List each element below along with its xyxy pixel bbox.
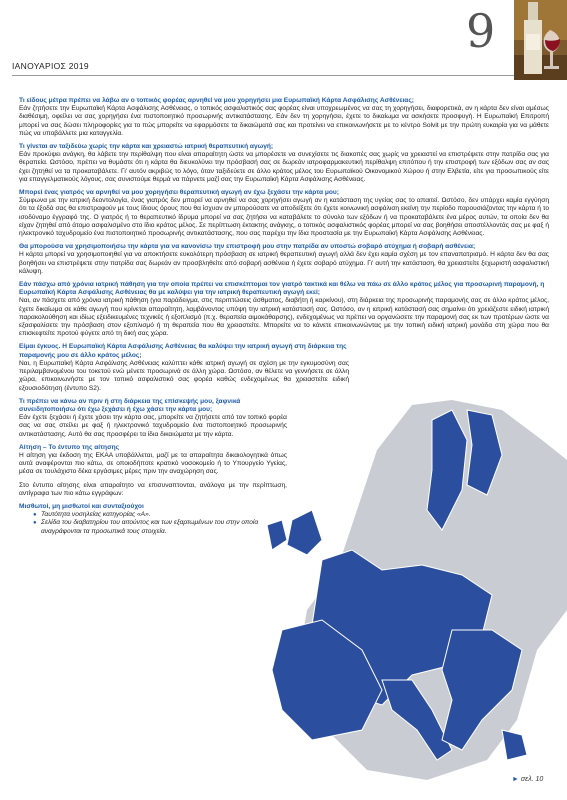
section-text: Εάν προκύψει ανάγκη, θα λάβετε την περίθαλψη που είναι απαραίτητη ώστε να μπορέσετε να συνεχίσετε τις διακοπές σας χωρίς να χρειαστεί να επιστρέψετε στην πατρίδα σας για θεραπεία. Ωστόσο, πρέπει να θυμάστε ότι η κάρτα θα διευκολύνει την πρόσβασή σας σε δωρεάν ιατροφαρμακευτική περίθαλψη επιτόπου ή την επιστροφή των εξόδων σας αν σας έχει ζητηθεί να τα προκαταβάλετε. Γι' αυτόν ακριβώς το λόγο, όταν ταξιδεύετε σε άλλο κράτος μέλος του Ευρωπαϊκού Οικονομικού Χώρου ή στην Ελβετία, είτε για προσωπικούς είτε για επαγγελματικούς λόγους, σας συνιστούμε θερμά να πάρνετε μαζί σας την Ευρωπαϊκή Κάρτα Ασφάλισης Ασθένειας.: [19, 151, 549, 183]
section-text: Ναι, αν πάσχετε από χρόνια ιατρική πάθηση (για παράδειγμα, στις περιπτώσεις άσθματος, διαβήτη ή καρκίνου), στη διάρκεια της προσωρινής παραμονής σας σε άλλο κράτος μέλος, έχετε δικαίωμα σε κάθε αγωγή που κρίνεται απαραίτητη, λαμβάνοντας υπόψη την ιατρική κατάστασή σας. Ωστόσο, αν η ιατρική κατάστασή σας σημαίνει ότι χρειάζεστε ειδική ιατρική παρακολούθηση και ιδίως εξειδικευμένες τεχνικές ή εξοπλισμό (π.χ. θεραπεία αιμοκάθαρσης), ενδεχομένως να πρέπει να οργανώσετε την παραμονή σας εκ των προτέρων ώστε να εξασφαλίσετε την πρόσβαση στον εξοπλισμό ή τη θεραπεία που θα χρειαστείτε. Μπορείτε να το κάνετε επικοινωνώντας με την τοπική ειδική ιατρική μονάδα στη χώρα που θα επισκεφτείτε προτού φύγετε από τη δική σας χώρα.: [19, 297, 549, 338]
section-chronic: [19, 281, 549, 338]
documents-list: [19, 511, 287, 536]
section-heading: Εάν πάσχω από χρόνια ιατρική πάθηση για την οποία πρέπει να επισκέπτομαι τον γιατρό τακτικά και θέλω να πάω σε άλλο κράτος μέλος για προσωρινή παραμονή, η Ευρωπαϊκή Κάρτα Ασφάλισης Ασθένειας θα με καλύψει για την ιατρική θεραπευτική αγωγή εκεί;: [19, 281, 545, 297]
list-item: ● Ταυτότητα νοσηλείας κατηγορίας «Α».: [41, 511, 287, 519]
section-text: Εάν έχετε ξεχάσει ή έχετε χάσει την κάρτα σας, μπορείτε να ζητήσετε από τον τοπικό φορέα σας να σας στείλει με φαξ ή ηλεκτρονικό ταχυδρομείο ένα πιστοποιητικό προσωρινής αντικατάστασης. Αυτό θα σας προσφέρει τα ίδια δικαιώματα με την κάρτα.: [19, 414, 287, 438]
section-text: Η αίτηση για έκδοση της ΕΚΑΑ υποβάλλεται, μαζί με τα απαραίτητα δικαιολογητικά όπως αυτά αναφέρονται πιο κάτω, σε οποιοδήποτε κρατικό νοσοκομείο ή το Υπουργείο Υγείας, μέσα σε τουλάχιστο δέκα εργάσιμες μέρες πριν την αναχώρηση σας.: [19, 451, 287, 476]
issue-date: ΙΑΝΟΥΑΡΙΟΣ 2019: [12, 61, 89, 71]
section-heading: Τι γίνεται αν ταξιδεύω χωρίς την κάρτα και χρειαστώ ιατρική θεραπευτική αγωγή;: [19, 143, 274, 151]
section-text: Εάν ζητήσετε την Ευρωπαϊκή Κάρτα Ασφάλισης Ασθένειας, ο τοπικός ασφαλιστικός σας φορέας είναι υποχρεωμένος να σας τη χορηγήσει, διαφορετικά, αν η κάρτα δεν είναι αμέσως διαθέσιμη, οφείλει να σας χορηγήσει ένα πιστοποιητικό προσωρινής αντικατάστασης. Εάν δεν τη χορηγήσει, έχετε το δικαίωμα να ασκήσετε προσφυγή. Η Ευρωπαϊκή Επιτροπή μπορεί να σας δώσει πληροφορίες για το πώς μπορείτε να εφαρμόσετε τα δικαιώματά σας και προτείνει να επικοινωνήσετε με το κέντρο Solvit με την πρώτη ευκαιρία για να μάθετε πώς να υποβάλλετε μια καταγγελία.: [19, 105, 549, 137]
arrow-right-icon: ►: [512, 776, 519, 783]
section-heading: Μισθωτοί, μη μισθωτοί και συνταξιούχοι: [19, 502, 144, 510]
section-doctor-refusal: [19, 189, 549, 238]
section-repatriation: [19, 243, 549, 276]
section-heading: Θα μπορούσα να χρησιμοποιήσω την κάρτα για να κανονίσω την επιστροφή μου στην πατρίδα αν υποστώ σοβαρό ατύχημα ή σοβαρή ασθένεια;: [19, 243, 476, 251]
article-body: [19, 97, 549, 541]
next-page-label: σελ. 10: [520, 776, 544, 783]
section-application: [19, 444, 287, 477]
section-heading: Αίτηση – Το έντυπο της αίτησης: [19, 443, 120, 451]
form-note-text: Στο έντυπο αίτησης είναι απαραίτητο να επισυναπτονται, ανάλογα με την περίπτωση, αντίγραφα των πιο κάτω εγγράφων:: [19, 481, 287, 497]
section-heading: Τι πρέπει να κάνω αν πριν ή στη διάρκεια της επίσκεψής μου, ξαφνικά συνειδητοποιήσω ότι έχω ξεχάσει ή έχω χάσει την κάρτα μου;: [19, 397, 241, 413]
section-refusal: [19, 97, 549, 138]
section-heading: Είμαι έγκυος. Η Ευρωπαϊκή Κάρτα Ασφάλισης Ασθένειας θα καλύψει την ιατρική αγωγή στη διάρκεια της παραμονής μου σε άλλο κράτος μέλος;: [19, 343, 347, 359]
next-page-link[interactable]: [512, 776, 543, 783]
section-text: Ναι, η Ευρωπαϊκή Κάρτα Ασφάλισης Ασθένειας καλύπτει κάθε ιατρική αγωγή σε σχέση με την εγκυμοσύνη σας περιλαμβανομένου του τοκετού ενώ μένετε προσωρινά σε άλλη χώρα. Ωστόσο, αν θέλετε να γεννήσετε σε άλλη χώρα, επικοινωνήστε με τον τοπικό ασφαλιστικό σας φορέα καθώς ενδεχομένως θα χρειαστείτε ειδική εξουσιοδότηση (έντυπο S2).: [19, 359, 349, 392]
section-form-note: [19, 482, 287, 498]
wine-photo: [514, 0, 567, 80]
section-text: Η κάρτα μπορεί να χρησιμοποιηθεί για να αποκτήσετε ευκολότερη πρόσβαση σε ιατρική θεραπευτική αγωγή αλλά δεν έχει καμία σχέση με τον επαναπατρισμό. Η κάρτα δεν θα σας βοηθήσει να επιστρέψετε στην πατρίδα σας δωρεάν αν προσβληθείτε από σοβαρή ασθένεια ή έχετε σοβαρό ατύχημα. Γι' αυτή την κατάσταση, θα χρειαστείτε ξεχωριστή ασφαλιστική κάλυψη.: [19, 251, 549, 275]
section-text: Σύμφωνα με την ιατρική δεοντολογία, ένας γιατρός δεν μπορεί να αρνηθεί να σας χορηγήσει αγωγή αν η κατάσταση της υγείας σας το απαιτεί. Ωστόσο, δεν υπάρχει καμία εγγύηση ότι τα έξοδά σας θα επιστραφούν με τους ίδιους όρους που θα ίσχυαν αν μπορούσατε να αποδείξετε ότι έχετε κοινωνική ασφάλιση εκείνη την περίοδο παρουσιάζοντας την κάρτα ή το ισοδύναμο έγγραφό της. Ο γιατρός ή το θεραπευτικό ίδρυμα μπορεί να σας ζητήσει να καταβάλετε το σύνολο των εξόδων ή να προκαταβάλετε ένα μέρος αυτών, τα οποία δεν θα είχαν ζητηθεί από άτομο ασφαλισμένο στο ίδιο κράτος μέλος. Σε περίπτωση έκτακτης ανάγκης, ο τοπικός ασφαλιστικός φορέας μπορεί να σας βοηθήσει αποστέλλοντάς σας με φαξ ή ηλεκτρονικό ταχυδρομείο ένα πιστοποιητικό προσωρινής αντικατάστασης, που σας παρέχει την ίδια προστασία με την Ευρωπαϊκή Κάρτα Ασφάλισης Ασθένειας.: [19, 197, 549, 238]
list-item: ● Σελίδα του διαβατηρίου του αιτούντος και των εξαρτωμένων του στην οποία αναγράφονται τα προσωπικά τους στοιχεία.: [41, 519, 287, 535]
section-heading: Μπορεί ένας γιατρός να αρνηθεί να μου χορηγήσει θεραπευτική αγωγή αν έχω ξεχάσει την κάρτα μου;: [19, 189, 339, 197]
section-heading: Τι είδους μέτρα πρέπει να λάβω αν ο τοπικός φορέας αρνηθεί να μου χορηγήσει μια Ευρωπαϊκή Κάρτα Ασφάλισης Ασθένειας;: [19, 97, 414, 104]
section-no-card: [19, 143, 549, 184]
section-lost-card: [19, 398, 287, 439]
page-header: [0, 0, 567, 80]
section-pregnancy: [19, 343, 349, 392]
page-number: 9: [466, 4, 496, 58]
section-employees: [19, 503, 287, 536]
header-rule: [12, 75, 514, 76]
